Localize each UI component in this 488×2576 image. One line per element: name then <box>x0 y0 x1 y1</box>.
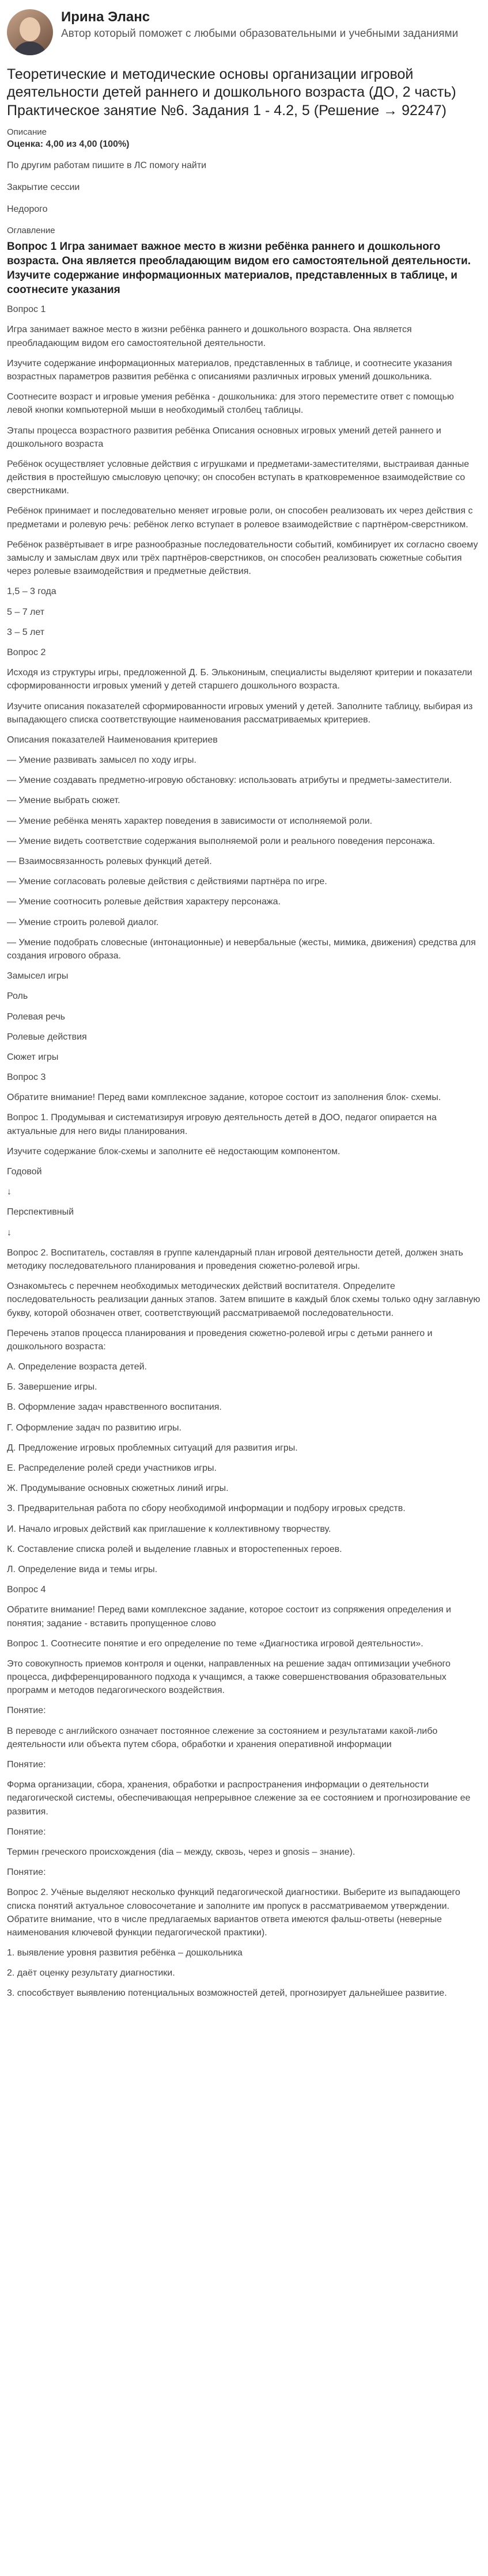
paragraph: — Умение ребёнка менять характер поведения в зависимости от исполняемой роли. <box>7 816 373 826</box>
paragraph: Перспективный <box>7 1207 74 1217</box>
paragraph: В переводе с английского означает постоянное слежение за состоянием и результатами какой-либо деятельности или объекта путем сбора, обработки и хранения оперативной информации <box>7 1726 438 1749</box>
paragraph: Изучите описания показателей сформированности игровых умений у детей. Заполните таблицу, выбирая из выпадающего списка соответствующие наименования рассматриваемых критериев. <box>7 701 473 725</box>
paragraph: Ролевая речь <box>7 1011 66 1022</box>
paragraph: — Умение создавать предметно-игровую обстановку: использовать атрибуты и предметы-заместители. <box>7 775 452 786</box>
paragraph: Понятие: <box>7 1760 46 1770</box>
paragraph: — Умение видеть соответствие содержания выполняемой роли и реального поведения персонажа. <box>7 836 435 846</box>
author-description: Автор который поможет с любыми образовательными и учебными заданиями <box>61 27 459 40</box>
paragraph: Ролевые действия <box>7 1032 87 1042</box>
paragraph: Роль <box>7 991 28 1002</box>
author-info <box>61 9 458 41</box>
page-title: Теоретические и методические основы организации игровой деятельности детей раннего и дошкольного возраста (ДО, 2 часть) Практическое занятие №6. Задания 1 - 4.2, 5 (Решение → 92247) <box>7 66 456 119</box>
paragraph: Годовой <box>7 1167 42 1177</box>
paragraph: — Умение выбрать сюжет. <box>7 796 120 806</box>
session-close-text: Закрытие сессии <box>7 182 80 192</box>
paragraph: Ребёнок принимает и последовательно меняет игровые роли, он способен реализовать их через действия с предметами и ролевую речь: ребёнок легко вступает в ролевое взаимодействие с партнёром-сверстником. <box>7 506 473 530</box>
paragraph: Изучите содержание блок-схемы и заполните её недостающим компонентом. <box>7 1146 341 1156</box>
paragraph: — Умение согласовать ролевые действия с действиями партнёра по игре. <box>7 877 327 887</box>
paragraph: Г. Оформление задач по развитию игры. <box>7 1422 181 1433</box>
paragraph: Перечень этапов процесса планирования и проведения сюжетно-ролевой игры с детьми раннего и дошкольного возраста: <box>7 1328 433 1352</box>
paragraph: — Умение соотносить ролевые действия характеру персонажа. <box>7 897 281 907</box>
paragraph: Термин греческого происхождения (dia – между, сквозь, через и gnosis – знание). <box>7 1847 355 1857</box>
paragraph: 5 – 7 лет <box>7 607 45 617</box>
paragraph: Е. Распределение ролей среди участников игры. <box>7 1463 217 1473</box>
paragraph: Понятие: <box>7 1706 46 1716</box>
paragraph: Ознакомьтесь с перечнем необходимых методических действий воспитателя. Определите последовательность реализации данных этапов. Затем впишите в каждый блок схемы только одну заглавную букву, которой обозначен ответ, соответствующий рассматриваемой последовательности. <box>7 1281 481 1318</box>
description-label: Описание <box>7 127 47 137</box>
paragraph: И. Начало игровых действий как приглашение к коллективному творчеству. <box>7 1524 331 1534</box>
paragraph: Этапы процесса возрастного развития ребёнка Описания основных игровых умений детей раннего и дошкольного возраста <box>7 425 441 449</box>
paragraph: Вопрос 2. Воспитатель, составляя в группе календарный план игровой деятельности детей, должен знать методику последовательного планирования и проведения сюжетно-ролевой игры. <box>7 1247 463 1271</box>
document-body <box>7 303 481 2000</box>
inexpensive-text: Недорого <box>7 204 48 214</box>
paragraph: Понятие: <box>7 1867 46 1878</box>
paragraph: Обратите внимание! Перед вами комплексное задание, которое состоит из заполнения блок- схемы. <box>7 1093 441 1103</box>
contact-note: По другим работам пишите в ЛС помогу найти <box>7 160 207 170</box>
paragraph: Исходя из структуры игры, предложенной Д. Б. Элькониным, специалисты выделяют критерии и показатели сформированности игровых умений у детей старшего дошкольного возраста. <box>7 668 472 691</box>
paragraph: Б. Завершение игры. <box>7 1382 97 1392</box>
author-block <box>7 9 481 55</box>
paragraph: ↓ <box>7 1187 12 1197</box>
author-name[interactable]: Ирина Эланс <box>61 9 150 25</box>
paragraph: Понятие: <box>7 1827 46 1837</box>
paragraph: В. Оформление задач нравственного воспитания. <box>7 1402 222 1413</box>
paragraph: Соотнесите возраст и игровые умения ребёнка - дошкольника: для этого переместите ответ с помощью левой кнопки компьютерной мыши в необходимый столбец таблицы. <box>7 392 454 416</box>
paragraph: К. Составление списка ролей и выделение главных и второстепенных героев. <box>7 1544 342 1554</box>
paragraph: — Умение подобрать словесные (интонационные) и невербальные (жесты, мимика, движения) средства для создания игрового образа. <box>7 937 476 961</box>
paragraph: ↓ <box>7 1227 12 1238</box>
paragraph: Вопрос 1. Соотнесите понятие и его определение по теме «Диагностика игровой деятельности». <box>7 1638 423 1649</box>
paragraph: Вопрос 1. Продумывая и систематизируя игровую деятельность детей в ДОО, педагог опирается на актуальные для него виды планирования. <box>7 1113 437 1136</box>
paragraph: 3 – 5 лет <box>7 627 45 637</box>
paragraph: Ребёнок развёртывает в игре разнообразные последовательности событий, комбинирует их согласно своему замыслу и замыслам двух или трёх партнёров-сверстников, он способен реализовать сюжетные события через ролевые взаимодействия и предметные действия. <box>7 539 478 577</box>
paragraph: З. Предварительная работа по сбору необходимой информации и подбору игровых средств. <box>7 1504 406 1514</box>
score-text: Оценка: 4,00 из 4,00 (100%) <box>7 139 130 150</box>
paragraph: Изучите содержание информационных материалов, представленных в таблице, и соотнесите указания возрастных параметров развития ребёнка с описаниями различных игровых умений дошкольника. <box>7 358 452 382</box>
paragraph: Это совокупность приемов контроля и оценки, направленных на решение задач оптимизации учебного процесса, дифференцированного подхода к учащимся, а также совершенствования образовательных программ и методов педагогического воздействия. <box>7 1658 451 1696</box>
paragraph: Ребёнок осуществляет условные действия с игрушками и предметами-заместителями, выстраивая данные действия в простейшую смысловую цепочку; он способен вступать в кратковременное взаимодействие со сверстниками. <box>7 459 470 496</box>
paragraph: Описания показателей Наименования критериев <box>7 735 218 745</box>
paragraph: Форма организации, сбора, хранения, обработки и распространения информации о деятельности педагогической системы, обеспечивающая непрерывное слежение за ее состоянием и прогнозирование ее развития. <box>7 1780 471 1817</box>
paragraph: — Взаимосвязанность ролевых функций детей. <box>7 857 212 866</box>
paragraph: Замысел игры <box>7 971 69 981</box>
toc-label: Оглавление <box>7 225 55 235</box>
paragraph: — Умение развивать замысел по ходу игры. <box>7 755 196 766</box>
paragraph: 1. выявление уровня развития ребёнка – дошкольника <box>7 1948 243 1958</box>
paragraph: Вопрос 2 <box>7 647 46 657</box>
paragraph: Вопрос 1 <box>7 305 46 315</box>
paragraph: 1,5 – 3 года <box>7 587 56 597</box>
paragraph: 2. даёт оценку результату диагностики. <box>7 1968 175 1978</box>
paragraph: Вопрос 3 <box>7 1072 46 1083</box>
paragraph: Л. Определение вида и темы игры. <box>7 1564 158 1574</box>
avatar[interactable] <box>7 9 53 55</box>
paragraph: Игра занимает важное место в жизни ребёнка раннего и дошкольного возраста. Она является преобладающим видом его самостоятельной деятельности. <box>7 325 412 348</box>
paragraph: 3. способствует выявлению потенциальных возможностей детей, прогнозирует дальнейшее развитие. <box>7 1988 447 1999</box>
paragraph: Д. Предложение игровых проблемных ситуаций для развития игры. <box>7 1443 298 1453</box>
paragraph: Обратите внимание! Перед вами комплексное задание, которое состоит из сопряжения определения и понятия; задание - вставить пропущенное слово <box>7 1605 451 1628</box>
paragraph: Ж. Продумывание основных сюжетных линий игры. <box>7 1483 229 1494</box>
paragraph: А. Определение возраста детей. <box>7 1362 147 1372</box>
paragraph: Сюжет игры <box>7 1052 59 1062</box>
paragraph: Вопрос 2. Учёные выделяют несколько функций педагогической диагностики. Выберите из выпадающего списка понятий актуальное словосочетание и заполните им пропуск в рассматриваемом утверждении. Обратите внимание, что в числе предлагаемых вариантов ответа имеются фальш-ответы (неверные наименования ключевой функции педагогической практики). <box>7 1888 460 1938</box>
paragraph: Вопрос 4 <box>7 1585 46 1595</box>
paragraph: — Умение строить ролевой диалог. <box>7 917 159 927</box>
question-1-heading: Вопрос 1 Игра занимает важное место в жизни ребёнка раннего и дошкольного возраста. Она является преобладающим видом его самостоятельной деятельности. Изучите содержание информационных материалов, представленных в таблице, и соотнесите указания <box>7 241 471 296</box>
